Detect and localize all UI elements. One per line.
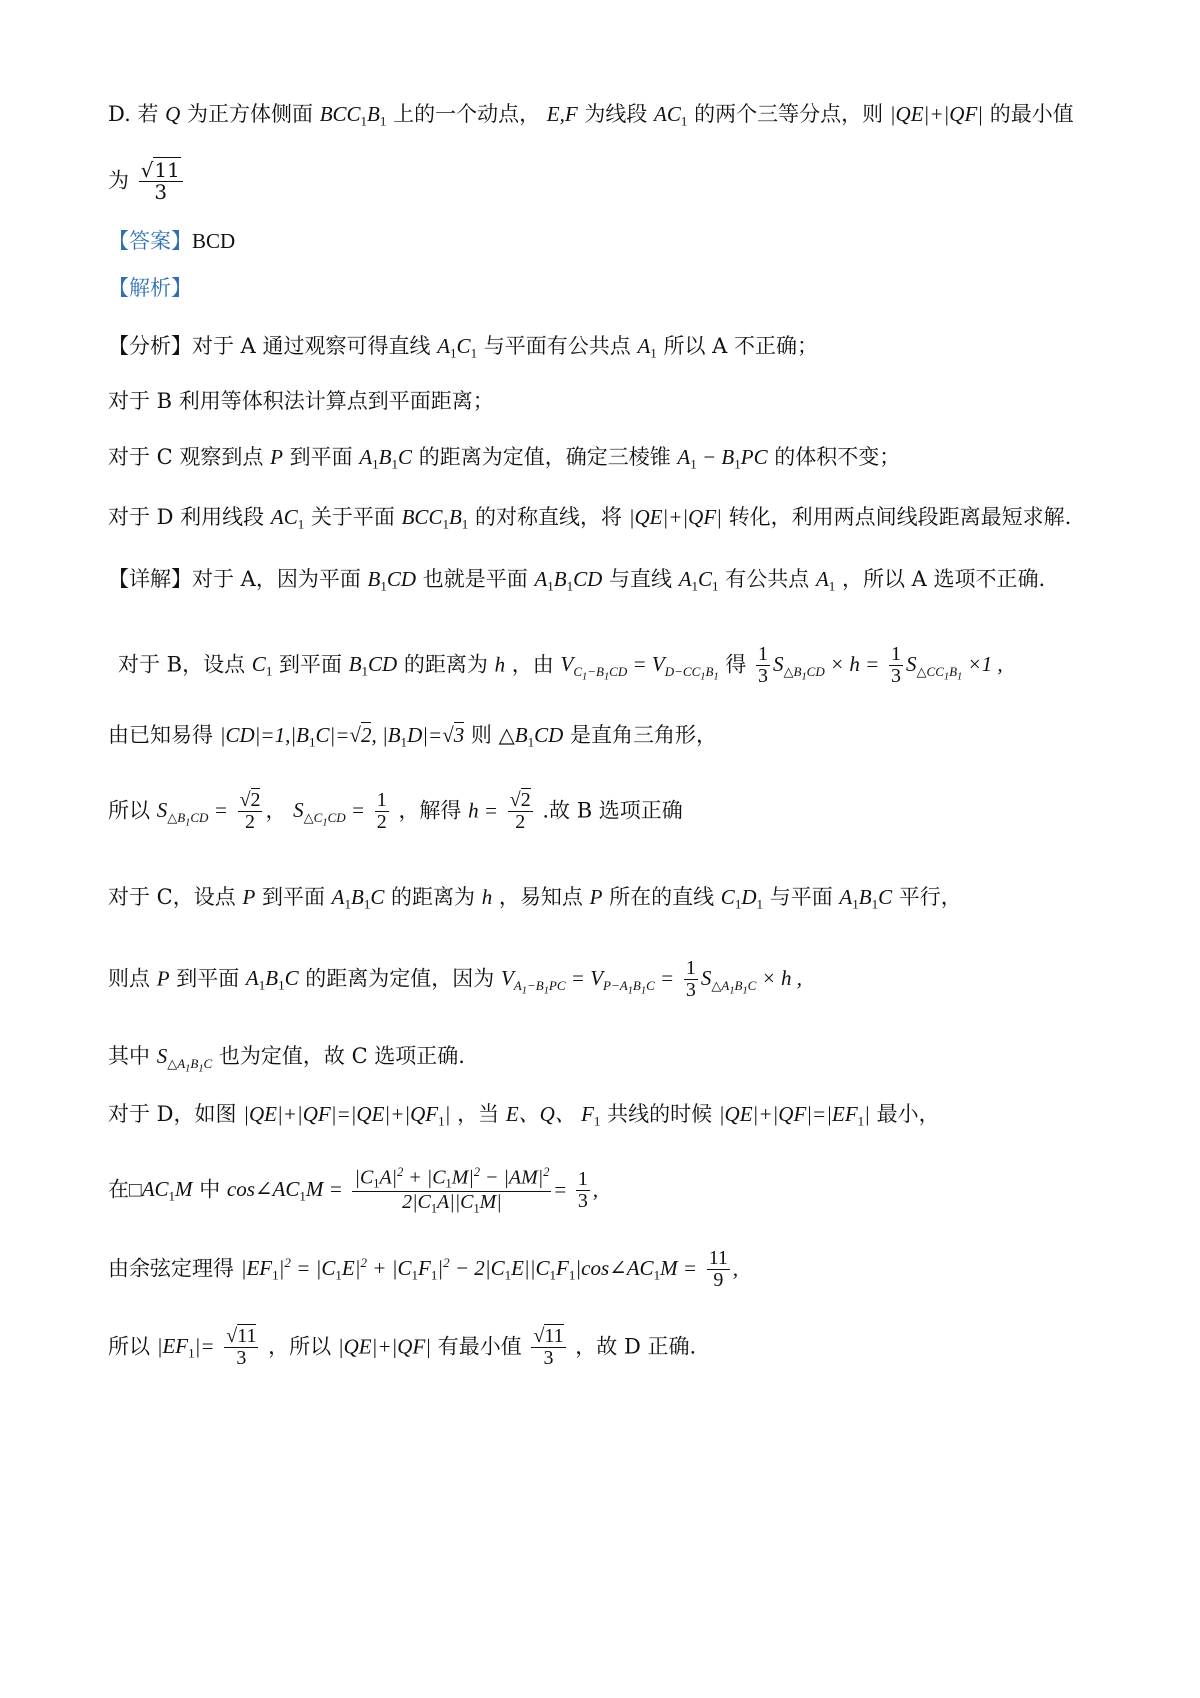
math: $A_1B_1C$ <box>331 885 385 912</box>
math: $|EF_1|^2 = |C_1E|^2 + |C_1F_1|^2$ − $2|C_1E||C_1F_1|\cos\angle AC_1M$ = <box>240 1255 698 1283</box>
text: 的距离为 <box>403 652 488 677</box>
text: 的距离为定值，因为 <box>305 966 495 991</box>
math: $AC_1$ <box>654 102 688 129</box>
math: □ <box>129 1177 142 1202</box>
text: 转化，利用两点间线段距离最短求解. <box>728 505 1072 529</box>
text: 到平面 <box>289 445 353 469</box>
text: 为线段 <box>584 102 648 126</box>
d-line2: 在$□AC_1M$ 中 $\cos\angle AC_1M$ = $\frac{|C_1A|^2 + |C_1M|^2 - |AM|^2}{2|C_1A||C_1M|}$ = $\frac{1}{3}$ , <box>108 1165 599 1216</box>
xiangjie-line1 <box>108 566 1100 595</box>
text: 对于 D 利用线段 <box>108 505 265 529</box>
math: P <box>242 885 256 909</box>
b-line3: 所以 $S_{\triangle B_1CD}$ = $\frac{√2}{2}$ ， $S_{\triangle C_1CD}$ = $\frac{1}{2}$ ，解得 h = $\frac{√2}{2}$ .故 B 选项正确 <box>108 789 683 833</box>
fraction: $\frac{√11}{3}$ <box>533 1325 564 1369</box>
text: 最小， <box>876 1102 940 1126</box>
text: 在 <box>108 1177 129 1202</box>
text: 由已知易得 <box>108 723 213 747</box>
text: 中 <box>199 1177 221 1202</box>
math: $V_{A_1-B_1PC} = V_{P-A_1B_1C}$ = <box>500 966 675 997</box>
math: $S_{\triangle C_1CD}$ = <box>293 798 366 829</box>
text: 到平面 <box>279 652 343 677</box>
fraction: $\frac{√2}{2}$ <box>509 789 531 833</box>
text: 为 <box>108 168 129 193</box>
text: 则 <box>470 723 492 747</box>
text: ，故 D 正确. <box>575 1334 697 1359</box>
math: $A_1C_1$ <box>437 334 478 361</box>
text: 到平面 <box>176 966 240 991</box>
math: $AC_1$ <box>270 505 305 532</box>
text: 对于 A，因为平面 <box>192 567 361 591</box>
fraction: $\frac{√2}{2}$ <box>239 789 261 833</box>
math: $AC_1M$ <box>141 1177 193 1204</box>
fraction: $\frac{1}{3}$ <box>758 643 768 687</box>
text: 由余弦定理得 <box>108 1256 234 1281</box>
label: 【分析】 <box>108 334 192 358</box>
math: $B_1CD$ <box>348 652 398 679</box>
text: 所以 <box>108 798 150 823</box>
text: 则点 <box>108 966 150 991</box>
math: P <box>589 885 603 909</box>
text: 关于平面 <box>310 505 395 529</box>
text: 也为定值，故 C 选项正确. <box>218 1044 465 1068</box>
text: ，所以 <box>268 1334 332 1359</box>
fraction: $\frac{√11}{3}$ <box>226 1325 257 1369</box>
math: $A_1B_1C$ <box>839 885 893 912</box>
math: $BCC_1B_1$ <box>319 102 387 129</box>
text: 的两个三等分点，则 <box>694 102 884 126</box>
fraction: $\frac{1}{3}$ <box>577 1167 588 1212</box>
text: 对于 A 通过观察可得直线 <box>192 334 431 358</box>
text: D. 若 <box>108 102 159 126</box>
math: h <box>481 885 493 909</box>
math: $\cos\angle AC_1M$ = <box>226 1177 343 1204</box>
answer-value: BCD <box>192 229 236 253</box>
c-line3 <box>108 1043 1100 1075</box>
text: 的距离为定值，确定三棱锥 <box>418 445 671 469</box>
fraction: $\frac{1}{3}$ <box>685 957 696 1001</box>
math: h = <box>468 798 499 823</box>
text: ，易知点 <box>498 885 583 909</box>
math: Q <box>165 102 181 126</box>
text: 对于 D，如图 <box>108 1102 237 1126</box>
text: 所以 A 不正确； <box>663 334 818 358</box>
text: 其中 <box>108 1044 150 1068</box>
statement-d-line2 <box>108 160 1100 204</box>
label: 【详解】 <box>108 567 192 591</box>
fenxi-line3 <box>108 444 1100 473</box>
math: $BCC_1B_1$ <box>401 505 469 532</box>
math: |QE|+|QF| <box>889 102 984 126</box>
text: 的对称直线，将 <box>475 505 622 529</box>
text: 对于 B，设点 <box>118 652 246 677</box>
math: $A_1C_1$ <box>678 567 719 594</box>
fenxi-line1 <box>108 333 1100 362</box>
d-line1 <box>108 1101 1100 1130</box>
text: .故 B 选项正确 <box>542 798 683 823</box>
b-line2 <box>108 722 1100 751</box>
text: 的距离为 <box>391 885 476 909</box>
math: $|QE|+|QF|=|EF_1|$ <box>718 1102 870 1129</box>
math: $S_{\triangle CC_1B_1} \times 1$ , <box>906 652 1003 683</box>
text: 对于 C，设点 <box>108 885 236 909</box>
c-line2 <box>108 958 1100 1002</box>
c-line1 <box>108 884 1100 913</box>
analysis-label: 【解析】 <box>108 276 192 300</box>
math: $C_1$ <box>251 652 273 679</box>
text: 对于 B 利用等体积法计算点到平面距离； <box>108 389 494 413</box>
math: $S_{\triangle A_1B_1C}$ <box>156 1044 213 1075</box>
text: ，当 <box>457 1102 500 1126</box>
fraction: $\frac{1}{2}$ <box>376 789 387 833</box>
fenxi-line2 <box>108 388 1100 414</box>
text: 有公共点 <box>725 567 810 591</box>
text: 共线的时候 <box>607 1102 713 1126</box>
text: 得 <box>725 652 747 677</box>
math: P <box>156 966 170 991</box>
fraction: $\frac{|C_1A|^2 + |C_1M|^2 - |AM|^2}{2|C_1A||C_1M|}$ <box>354 1165 550 1216</box>
text: 上的一个动点， <box>393 102 541 126</box>
math: E,F <box>546 102 578 126</box>
text: 所以 <box>108 1334 150 1359</box>
math: $\triangle B_1CD$ <box>498 723 564 750</box>
text: 与直线 <box>609 567 672 591</box>
b-line1 <box>118 644 1100 688</box>
math: P <box>270 445 283 469</box>
text: 的体积不变； <box>774 445 901 469</box>
text: 的最小值 <box>989 102 1074 126</box>
math: $|QE|+|QF|=|QE|+|QF_1|$ <box>243 1102 451 1129</box>
text: 与平面有公共点 <box>483 334 631 358</box>
math: $A_1$ <box>637 334 657 361</box>
fraction: $\frac{√11}{3}$ <box>139 160 183 204</box>
text: ，所以 A 选项不正确. <box>841 567 1046 591</box>
text: 与平面 <box>769 885 833 909</box>
text: 对于 C 观察到点 <box>108 445 264 469</box>
answer-line <box>108 228 1100 254</box>
math: $A_1$ <box>815 567 836 594</box>
math: $|EF_1|=$ <box>156 1334 215 1361</box>
fenxi-line4 <box>108 504 1100 533</box>
math: |QE|+|QF| <box>628 505 722 529</box>
math: |QE|+|QF| <box>337 1334 432 1359</box>
math: E、Q、 $F_1$ <box>505 1102 601 1129</box>
text: 为正方体侧面 <box>187 102 313 126</box>
math: $V_{C_1-B_1CD} = V_{D-CC_1B_1}$ <box>560 652 719 683</box>
text: 有最小值 <box>437 1334 522 1359</box>
math: $S_{\triangle B_1CD} \times h$ = <box>772 652 880 683</box>
math: $A_1B_1C$ <box>359 445 413 472</box>
fraction: $\frac{11}{9}$ <box>708 1247 728 1291</box>
math: $C_1D_1$ <box>720 885 764 912</box>
math: $B_1CD$ <box>367 567 417 594</box>
text: ，由 <box>511 652 554 677</box>
text: 平行， <box>898 885 962 909</box>
text: ，解得 <box>398 798 462 823</box>
fraction: $\frac{1}{3}$ <box>891 643 901 687</box>
math: $A_1 - B_1PC$ <box>677 445 768 472</box>
d-line4 <box>108 1326 1100 1370</box>
text: 也就是平面 <box>422 567 528 591</box>
text: 是直角三角形， <box>569 723 717 747</box>
analysis-label-line <box>108 275 1100 301</box>
statement-d-line1 <box>108 101 1100 130</box>
text: 到平面 <box>261 885 325 909</box>
d-line3: 由余弦定理得 $|EF_1|^2 = |C_1E|^2 + |C_1F_1|^2$ − $2|C_1E||C_1F_1|\cos\angle AC_1M$ = $\frac{11}{9}$ , <box>108 1247 739 1291</box>
math: $S_{\triangle B_1CD}$ = <box>156 798 228 829</box>
math: $A_1B_1CD$ <box>534 567 603 594</box>
text: 所在的直线 <box>609 885 715 909</box>
answer-label: 【答案】 <box>108 229 192 253</box>
math: $|CD|=1,|B_1C|=√2$, $|B_1D|=√3$ <box>219 723 465 750</box>
math: $A_1B_1C$ <box>245 966 299 993</box>
math: h <box>494 652 506 677</box>
math: $S_{\triangle A_1B_1C} \times h$ , <box>700 966 803 997</box>
